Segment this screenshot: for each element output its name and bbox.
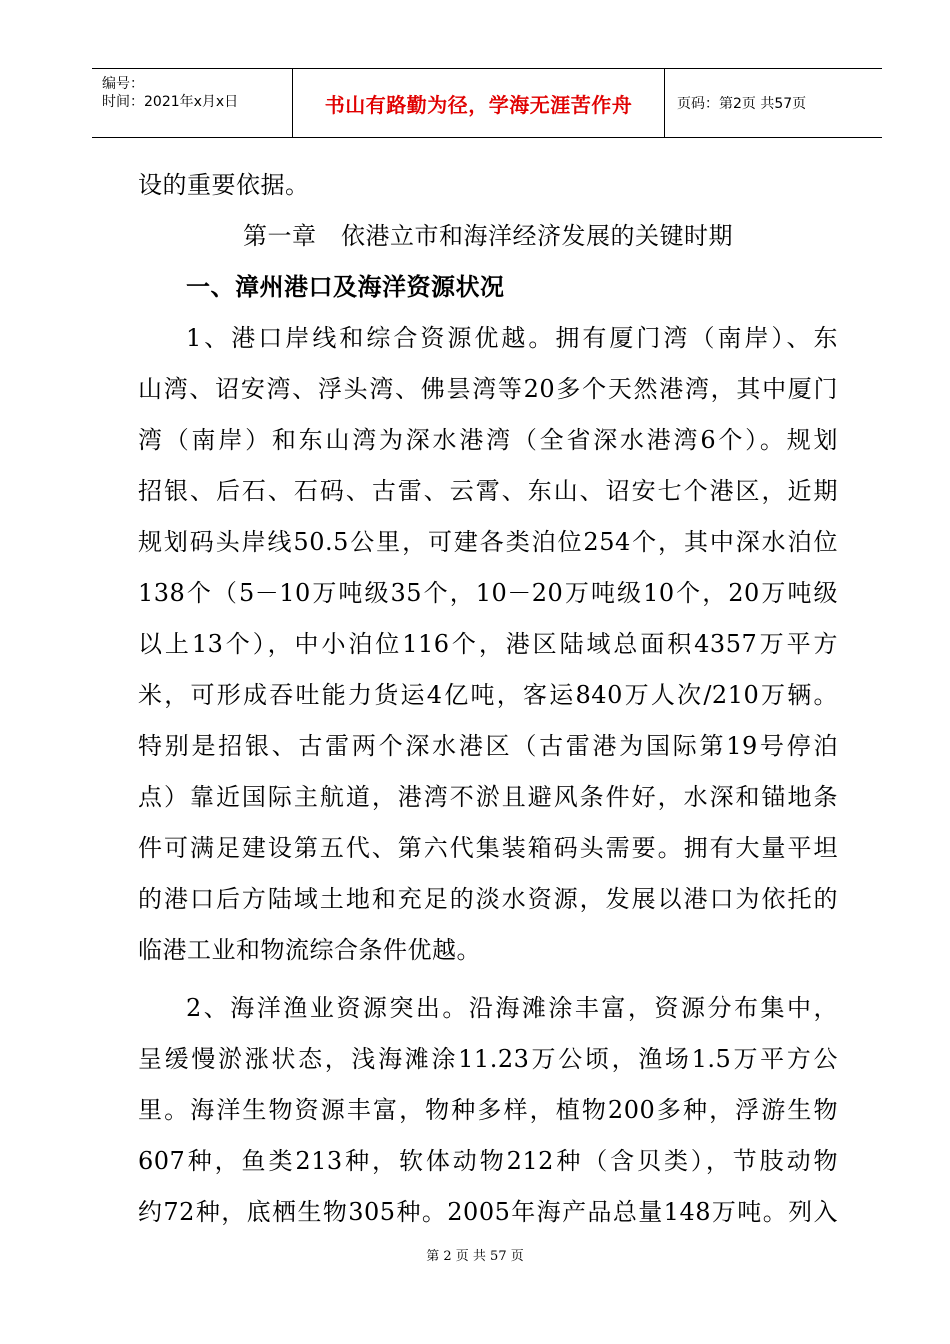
paragraph-line: 以上13个），中小泊位116个，港区陆域总面积4357万平方 xyxy=(138,630,838,658)
time-label: 时间：2021年x月x日 xyxy=(102,94,239,110)
paragraph-line: 米，可形成吞吐能力货运4亿吨，客运840万人次/210万辆。 xyxy=(138,681,838,709)
opening-line: 设的重要依据。 xyxy=(138,171,310,199)
section-title: 一、漳州港口及海洋资源状况 xyxy=(186,273,505,301)
paragraph-line: 的港口后方陆域土地和充足的淡水资源，发展以港口为依托的 xyxy=(138,885,838,913)
document-body xyxy=(138,160,838,1238)
paragraph-line: 点）靠近国际主航道，港湾不淤且避风条件好，水深和锚地条 xyxy=(138,783,838,811)
paragraph-line: 规划码头岸线50.5公里，可建各类泊位254个，其中深水泊位 xyxy=(138,528,838,556)
paragraph-line: 1、港口岸线和综合资源优越。拥有厦门湾（南岸）、东 xyxy=(186,324,838,352)
chapter-title: 第一章 依港立市和海洋经济发展的关键时期 xyxy=(243,222,733,250)
page-footer: 第 2 页 共 57 页 xyxy=(426,1249,524,1264)
paragraph-line: 138个（5－10万吨级35个，10－20万吨级10个，20万吨级 xyxy=(138,579,838,607)
paragraph-2 xyxy=(138,983,838,1238)
paragraph-line: 2、海洋渔业资源突出。沿海滩涂丰富，资源分布集中， xyxy=(186,994,838,1022)
number-label: 编号： xyxy=(102,76,144,92)
paragraph-line: 招银、后石、石码、古雷、云霄、东山、诏安七个港区，近期 xyxy=(138,477,838,505)
motto-text: 书山有路勤为径，学海无涯苦作舟 xyxy=(324,92,633,117)
paragraph-line: 607种，鱼类213种，软体动物212种（含贝类），节肢动物 xyxy=(138,1147,838,1175)
paragraph-line: 湾（南岸）和东山湾为深水港湾（全省深水港湾6个）。规划 xyxy=(138,426,838,454)
paragraph-line: 约72种，底栖生物305种。2005年海产品总量148万吨。列入 xyxy=(138,1198,838,1226)
header-meta xyxy=(92,69,293,137)
paragraph-line: 件可满足建设第五代、第六代集装箱码头需要。拥有大量平坦 xyxy=(138,834,838,862)
paragraph-line: 呈缓慢淤涨状态，浅海滩涂11.23万公顷，渔场1.5万平方公 xyxy=(138,1045,838,1073)
paragraph-line: 里。海洋生物资源丰富，物种多样，植物200多种，浮游生物 xyxy=(138,1096,838,1124)
paragraph-line: 临港工业和物流综合条件优越。 xyxy=(138,936,481,964)
header-motto xyxy=(293,69,665,137)
document-header xyxy=(92,68,882,138)
paragraph-line: 特别是招银、古雷两个深水港区（古雷港为国际第19号停泊 xyxy=(138,732,838,760)
paragraph-line: 山湾、诏安湾、浮头湾、佛昙湾等20多个天然港湾，其中厦门 xyxy=(138,375,838,403)
header-page-info: 页码：第2页 共57页 xyxy=(677,96,807,112)
paragraph-1 xyxy=(138,313,838,976)
